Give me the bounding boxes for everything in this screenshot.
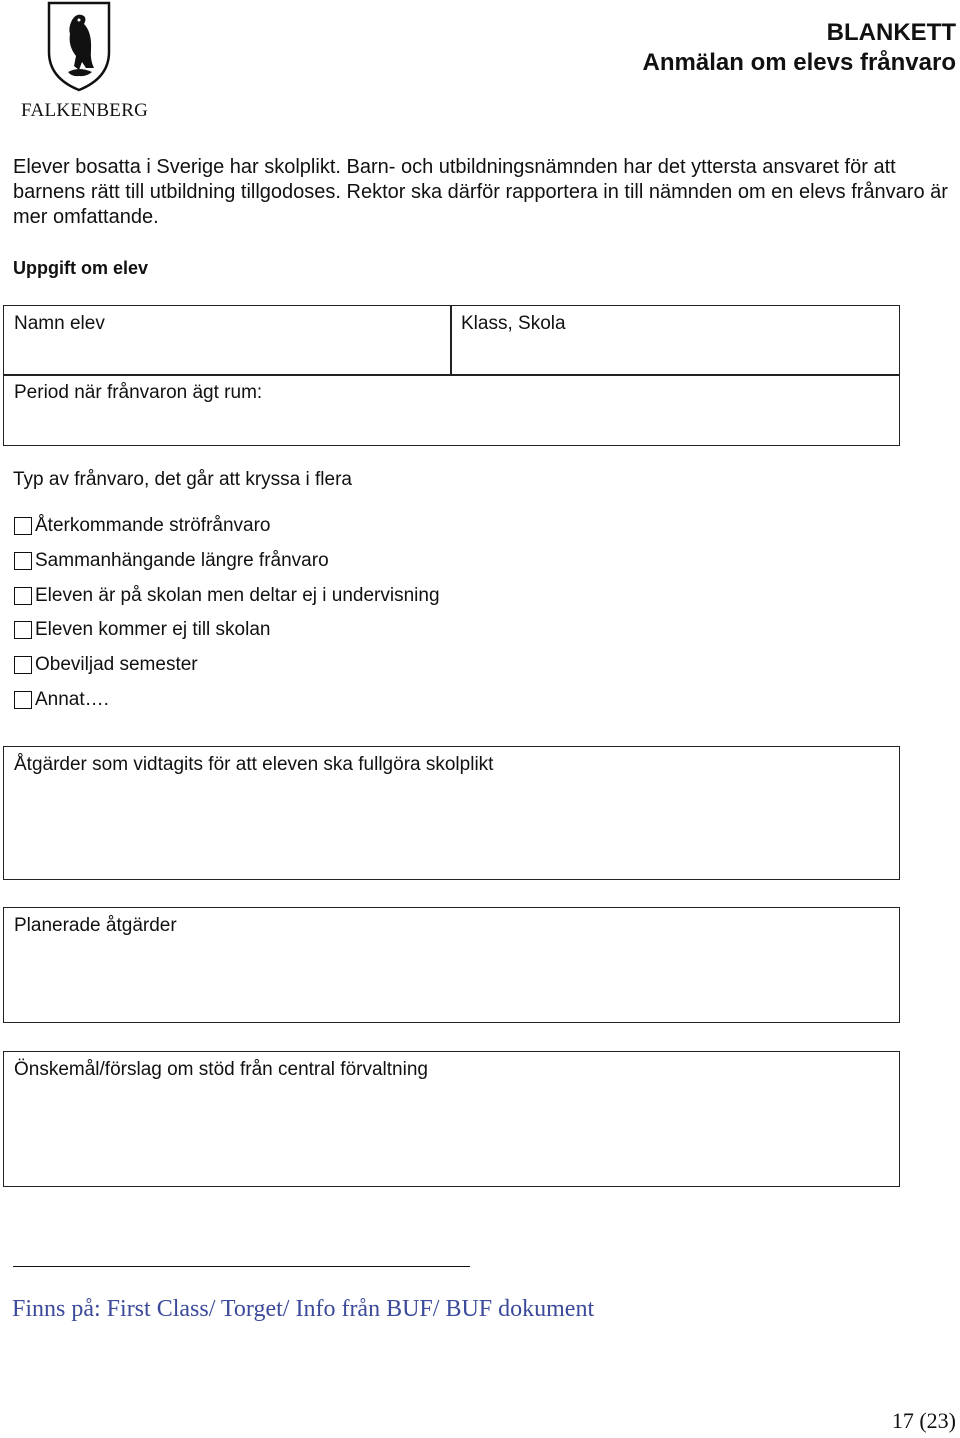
checkbox-icon[interactable]	[14, 656, 32, 674]
absence-option-label: Obeviljad semester	[35, 654, 198, 675]
planned-measures-field[interactable]	[3, 907, 900, 1023]
absence-option-present-not-participating[interactable]	[14, 585, 440, 607]
footer-location-note: Finns på: First Class/ Torget/ Info från BUF/ BUF dokument	[12, 1296, 595, 1322]
absence-option-label: Sammanhängande längre frånvaro	[35, 550, 329, 571]
absence-option-recurring[interactable]	[14, 515, 271, 537]
absence-option-not-attending[interactable]	[14, 619, 270, 641]
absence-option-unapproved-vacation[interactable]	[14, 654, 198, 676]
absence-option-label: Eleven kommer ej till skolan	[35, 619, 271, 640]
checkbox-icon[interactable]	[14, 691, 32, 709]
title-form-name: Anmälan om elevs frånvaro	[642, 49, 956, 76]
municipality-logo	[18, 0, 149, 126]
measures-taken-label: Åtgärder som vidtagits för att eleven ska fullgöra skolplikt	[14, 754, 494, 775]
measures-taken-field[interactable]	[3, 746, 900, 880]
absence-option-label: Annat….	[35, 689, 109, 710]
checkbox-icon[interactable]	[14, 517, 32, 535]
document-title	[643, 18, 956, 78]
absence-option-label: Eleven är på skolan men deltar ej i undervisning	[35, 585, 440, 606]
checkbox-icon[interactable]	[14, 552, 32, 570]
municipality-name: FALKENBERG	[21, 100, 149, 121]
student-section-heading: Uppgift om elev	[13, 258, 149, 278]
title-blankett: BLANKETT	[826, 19, 956, 46]
planned-measures-label: Planerade åtgärder	[14, 915, 177, 936]
checkbox-icon[interactable]	[14, 587, 32, 605]
absence-option-continuous[interactable]	[14, 550, 329, 572]
absence-type-heading: Typ av frånvaro, det går att kryssa i flera	[13, 469, 352, 490]
checkbox-icon[interactable]	[14, 621, 32, 639]
class-school-field[interactable]	[450, 305, 900, 376]
support-request-field[interactable]	[3, 1051, 900, 1187]
student-name-field[interactable]	[3, 305, 452, 376]
student-name-label: Namn elev	[14, 313, 105, 334]
absence-option-label: Återkommande ströfrånvaro	[35, 515, 271, 536]
absence-option-other[interactable]	[14, 689, 109, 711]
absence-period-field[interactable]	[3, 374, 900, 446]
page-number: 17 (23)	[891, 1408, 956, 1433]
absence-period-label: Period när frånvaron ägt rum:	[14, 382, 263, 403]
coat-of-arms-icon	[46, 0, 112, 92]
signature-line	[13, 1266, 470, 1267]
intro-paragraph: Elever bosatta i Sverige har skolplikt. Barn- och utbildningsnämnden har det yttersta ansvaret för att barnens rätt till utbildning tillgodoses. Rektor ska därför rapportera in till nämnden om en elevs frånvaro är mer omfattande.	[13, 156, 948, 228]
support-request-label: Önskemål/förslag om stöd från central förvaltning	[14, 1059, 428, 1080]
class-school-label: Klass, Skola	[461, 313, 566, 334]
